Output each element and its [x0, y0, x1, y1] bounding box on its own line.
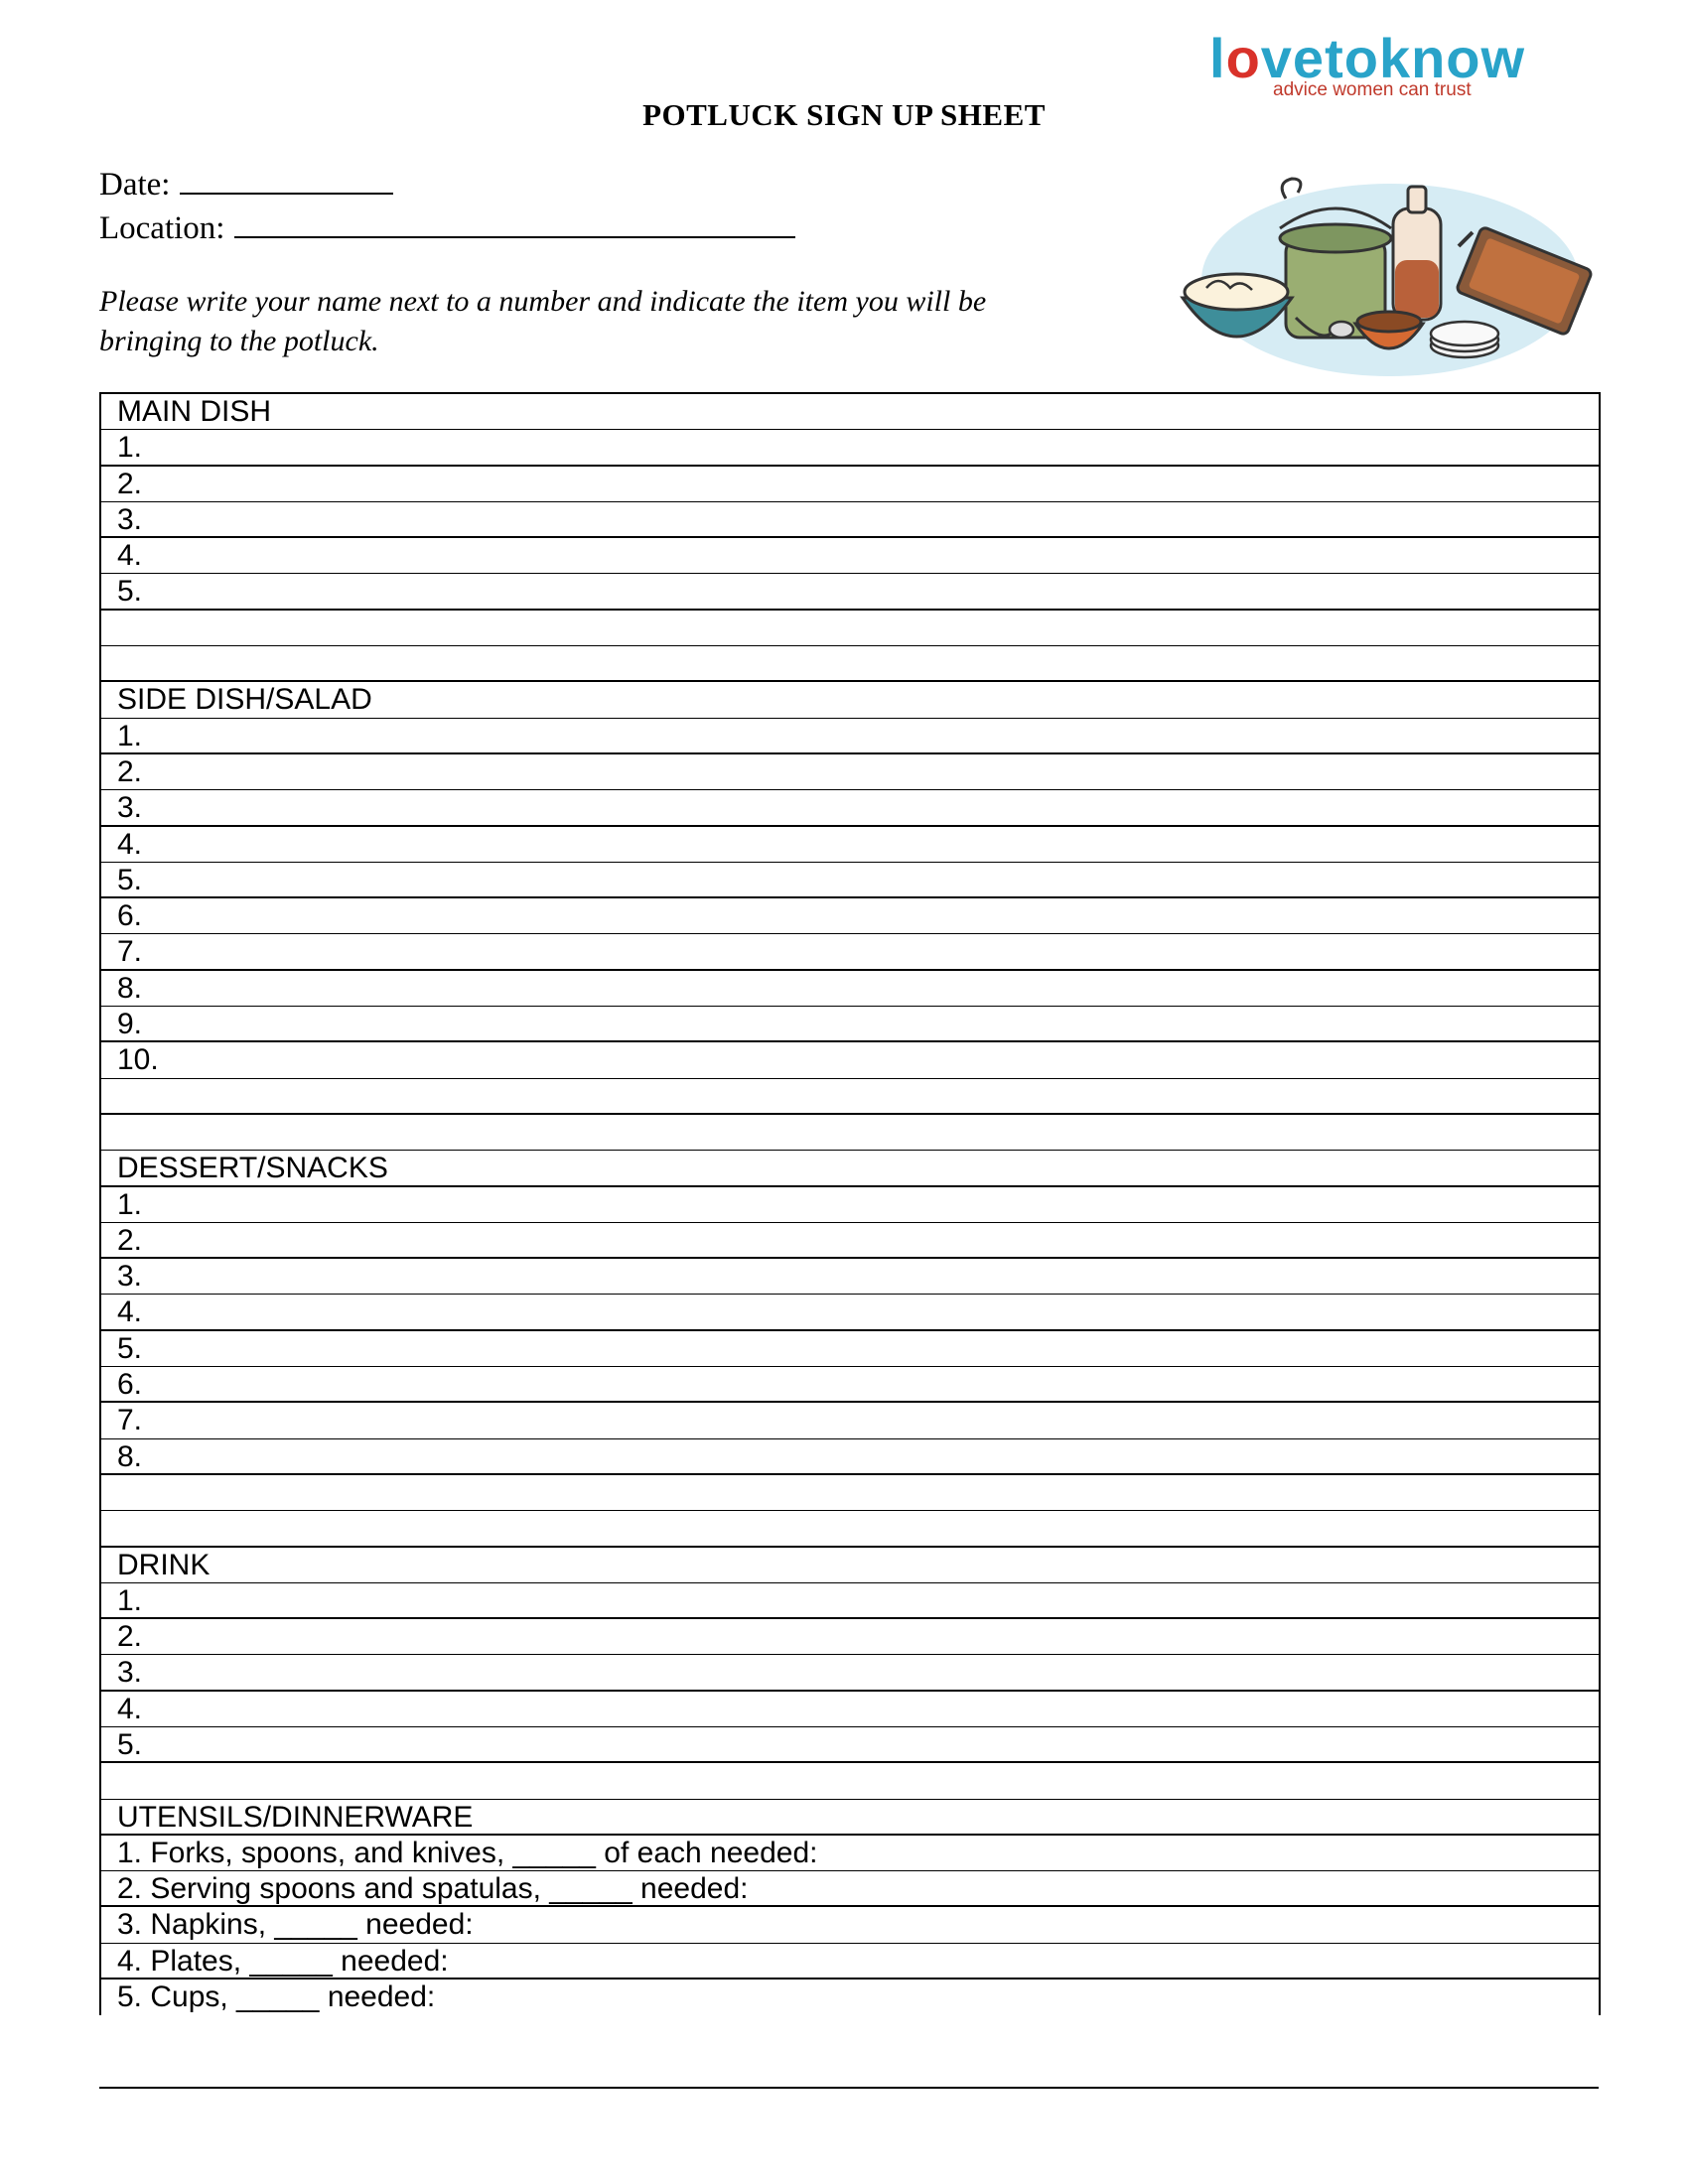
main-dish-row[interactable]: 4. — [101, 538, 1599, 574]
main-dish-heading: MAIN DISH — [101, 394, 1599, 430]
dessert-row[interactable]: 2. — [101, 1223, 1599, 1259]
drink-row[interactable]: 2. — [101, 1619, 1599, 1655]
stacked-plates-icon — [1431, 322, 1498, 357]
logo-tagline: advice women can trust — [1273, 79, 1472, 100]
location-field — [99, 210, 795, 247]
logo-know: know — [1378, 27, 1526, 89]
date-blank-line[interactable] — [180, 192, 393, 195]
drink-row[interactable]: 5. — [101, 1727, 1599, 1763]
logo-letter-l: l — [1209, 27, 1226, 89]
drink-row[interactable]: 4. — [101, 1692, 1599, 1727]
blank-row[interactable] — [101, 1763, 1599, 1799]
dessert-row[interactable]: 8. — [101, 1439, 1599, 1475]
drink-row[interactable]: 3. — [101, 1655, 1599, 1691]
side-dish-row[interactable]: 7. — [101, 934, 1599, 970]
location-label: Location: — [99, 210, 225, 246]
side-dish-row[interactable]: 8. — [101, 971, 1599, 1007]
side-dish-row[interactable]: 1. — [101, 719, 1599, 754]
dessert-row[interactable]: 6. — [101, 1367, 1599, 1403]
blank-row[interactable] — [101, 1115, 1599, 1151]
side-dish-row[interactable]: 2. — [101, 754, 1599, 790]
main-dish-row[interactable]: 5. — [101, 574, 1599, 610]
drink-row[interactable]: 1. — [101, 1583, 1599, 1619]
dessert-row[interactable]: 5. — [101, 1331, 1599, 1367]
utensils-heading: UTENSILS/DINNERWARE — [101, 1800, 1599, 1836]
blank-row[interactable] — [101, 611, 1599, 646]
side-dish-heading: SIDE DISH/SALAD — [101, 682, 1599, 718]
date-label: Date: — [99, 167, 171, 203]
sign-up-table-body — [101, 394, 1599, 2015]
potluck-food-illustration — [1177, 169, 1594, 377]
dessert-row[interactable]: 3. — [101, 1259, 1599, 1295]
utensils-row[interactable]: 5. Cups, _____ needed: — [117, 1980, 436, 2014]
blank-row[interactable] — [101, 1511, 1599, 1547]
page-title: POTLUCK SIGN UP SHEET — [642, 97, 1046, 132]
bottom-rule — [99, 2087, 1599, 2089]
dessert-row[interactable]: 4. — [101, 1295, 1599, 1330]
instructions-text: Please write your name next to a number and indicate the item you will be bringing to the potluck. — [99, 285, 987, 357]
side-dish-row[interactable]: 10. — [101, 1042, 1599, 1078]
dessert-heading: DESSERT/SNACKS — [101, 1151, 1599, 1186]
utensils-row[interactable]: 2. Serving spoons and spatulas, _____ needed: — [101, 1871, 1599, 1907]
blank-row[interactable] — [101, 646, 1599, 682]
main-dish-row[interactable]: 2. — [101, 467, 1599, 502]
blank-row[interactable] — [101, 1475, 1599, 1511]
side-dish-row[interactable]: 6. — [101, 898, 1599, 934]
side-dish-row[interactable]: 5. — [101, 863, 1599, 898]
side-dish-row[interactable]: 9. — [101, 1007, 1599, 1042]
logo-heart-o: o — [1225, 27, 1261, 89]
logo-veto: veto — [1260, 27, 1379, 89]
main-dish-row[interactable]: 3. — [101, 502, 1599, 538]
dessert-row[interactable]: 7. — [101, 1403, 1599, 1438]
sign-up-table — [99, 392, 1601, 2015]
side-dish-row[interactable]: 3. — [101, 790, 1599, 826]
date-field — [99, 167, 393, 204]
location-blank-line[interactable] — [234, 235, 795, 238]
side-dish-row[interactable]: 4. — [101, 827, 1599, 863]
lovetoknow-logo[interactable] — [1209, 28, 1547, 107]
dessert-row[interactable]: 1. — [101, 1187, 1599, 1223]
drink-heading: DRINK — [101, 1548, 1599, 1583]
utensils-row[interactable]: 4. Plates, _____ needed: — [101, 1944, 1599, 1979]
utensils-row[interactable]: 3. Napkins, _____ needed: — [101, 1907, 1599, 1943]
blank-row[interactable] — [101, 1079, 1599, 1115]
utensils-row[interactable]: 1. Forks, spoons, and knives, _____ of each needed: — [101, 1836, 1599, 1871]
main-dish-row[interactable]: 1. — [101, 430, 1599, 466]
